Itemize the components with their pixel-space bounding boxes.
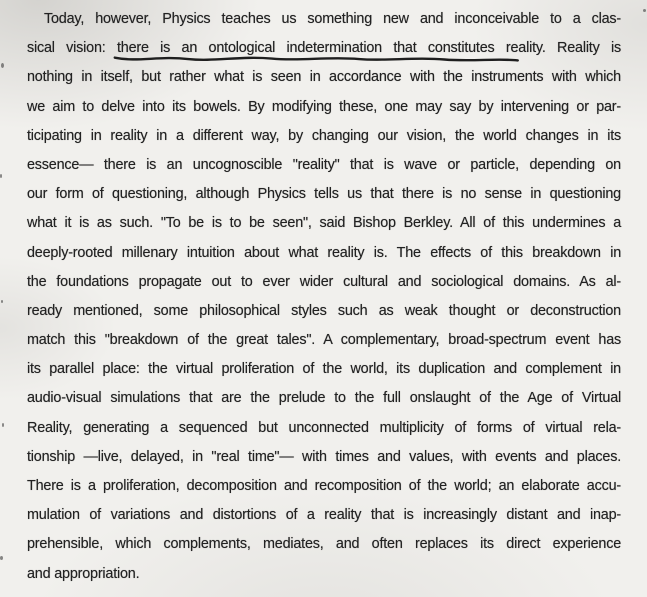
text-line: our form of questioning, although Physics tells us that there is no sense in questioning bbox=[27, 186, 621, 203]
text-line: ticipating in reality in a different way, by changing our vision, the world changes in its bbox=[27, 127, 621, 144]
text-line: and appropriation. bbox=[27, 565, 140, 582]
scan-speck bbox=[1, 300, 3, 303]
text-line: tionship —live, delayed, in "real time"— with times and values, with events and places. bbox=[27, 448, 621, 465]
underlined-phrase bbox=[117, 40, 546, 56]
text-line: Reality, generating a sequenced but unconnected multiplicity of forms of virtual rela- bbox=[27, 419, 621, 436]
line-2-post: Reality is bbox=[545, 40, 621, 57]
text-line: the foundations propagate out to ever wider cultural and sociological domains. As al- bbox=[27, 273, 621, 290]
text-line: nothing in itself, but rather what is seen in accordance with the instruments with which bbox=[27, 69, 621, 86]
text-line: match this "breakdown of the great tales". A complementary, broad-spectrum event has bbox=[27, 332, 621, 349]
wavy-underline-annotation bbox=[112, 53, 521, 66]
text-line: essence— there is an uncognoscible "reality" that is wave or particle, depending on bbox=[27, 156, 621, 173]
scan-speck bbox=[2, 423, 4, 427]
text-line: what it is as such. "To be is to be seen", said Bishop Berkley. All of this undermines a bbox=[27, 215, 621, 232]
text-line: we aim to delve into its bowels. By modifying these, one may say by intervening or par- bbox=[27, 98, 621, 115]
text-line bbox=[27, 34, 621, 63]
text-line: prehensible, which complements, mediates, and often replaces its direct experience bbox=[27, 536, 621, 553]
line-2-pre: sical vision: bbox=[27, 40, 117, 57]
text-line: mulation of variations and distortions of a reality that is increasingly distant and inap- bbox=[27, 507, 621, 524]
text-line: audio-visual simulations that are the prelude to the full onslaught of the Age of Virtual bbox=[27, 390, 621, 407]
text-line: ready mentioned, some philosophical styles such as weak thought or deconstruction bbox=[27, 302, 621, 319]
text-line: its parallel place: the virtual proliferation of the world, its duplication and complement in bbox=[27, 361, 621, 378]
scan-speck bbox=[0, 174, 2, 178]
paragraph-block bbox=[27, 5, 621, 589]
text-line: Today, however, Physics teaches us something new and inconceivable to a clas- bbox=[44, 11, 621, 27]
scan-speck bbox=[0, 556, 3, 560]
scan-speck bbox=[1, 63, 4, 68]
underlined-phrase-text: there is an ontological indetermination that constitutes reality. bbox=[116, 40, 546, 57]
text-line: There is a proliferation, decomposition and recomposition of the world; an elaborate accu- bbox=[27, 478, 621, 494]
text-line: deeply-rooted millenary intuition about what reality is. The effects of this breakdown in bbox=[27, 244, 621, 261]
scan-speck bbox=[643, 9, 646, 12]
